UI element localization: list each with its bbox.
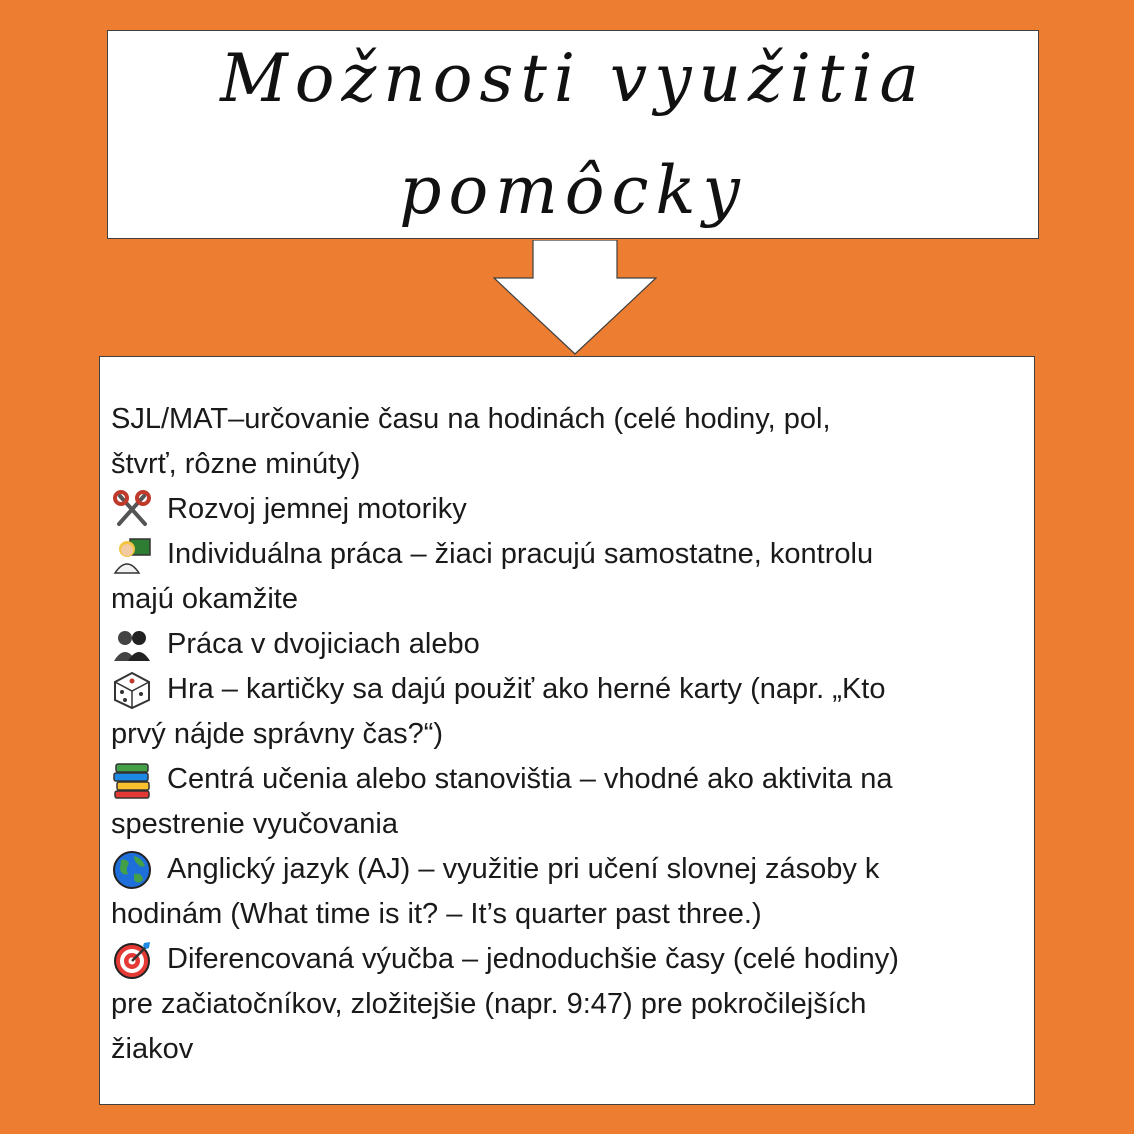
scissors-icon — [111, 489, 153, 531]
dice-icon — [111, 669, 153, 711]
list-item-differentiated-end: žiakov — [111, 1033, 194, 1065]
list-item-centers: Centrá učenia alebo stanovištia – vhodné ako aktivita na — [111, 757, 1022, 802]
intro-line-1: SJL/MAT–určovanie času na hodinách (celé hodiny, pol, — [111, 403, 831, 435]
globe-icon — [111, 849, 153, 891]
list-item-individual: Individuálna práca – žiaci pracujú samostatne, kontrolu — [111, 532, 1022, 577]
target-icon — [111, 939, 153, 981]
title-line-2: pomôcky — [399, 151, 747, 229]
list-item-differentiated: Diferencovaná výučba – jednoduchšie časy (celé hodiny) — [111, 937, 1022, 982]
list-item-motor: Rozvoj jemnej motoriky — [111, 487, 1022, 532]
list-item-english: Anglický jazyk (AJ) – využitie pri učení slovnej zásoby k — [111, 847, 1022, 892]
title-line-1: Možnosti využitia — [220, 39, 926, 117]
content-box — [99, 356, 1035, 1105]
list-item-game: Hra – kartičky sa dajú použiť ako herné karty (napr. „Kto — [111, 667, 1022, 712]
intro-line-2: štvrť, rôzne minúty) — [111, 448, 361, 480]
teacher-icon — [111, 534, 153, 576]
books-icon — [111, 759, 153, 801]
two-people-icon — [111, 624, 153, 666]
title-box — [107, 30, 1039, 239]
list-item-differentiated-cont: pre začiatočníkov, zložitejšie (napr. 9:47) pre pokročilejších — [111, 988, 867, 1020]
list-item-game-cont: prvý nájde správny čas?“) — [111, 718, 444, 750]
list-item-centers-cont: spestrenie vyučovania — [111, 808, 398, 840]
down-arrow-icon — [493, 240, 657, 355]
list-item-pairs: Práca v dvojiciach alebo — [111, 622, 1022, 667]
list-item-english-cont: hodinám (What time is it? – It’s quarter past three.) — [111, 898, 762, 930]
list-item-individual-cont: majú okamžite — [111, 583, 298, 615]
